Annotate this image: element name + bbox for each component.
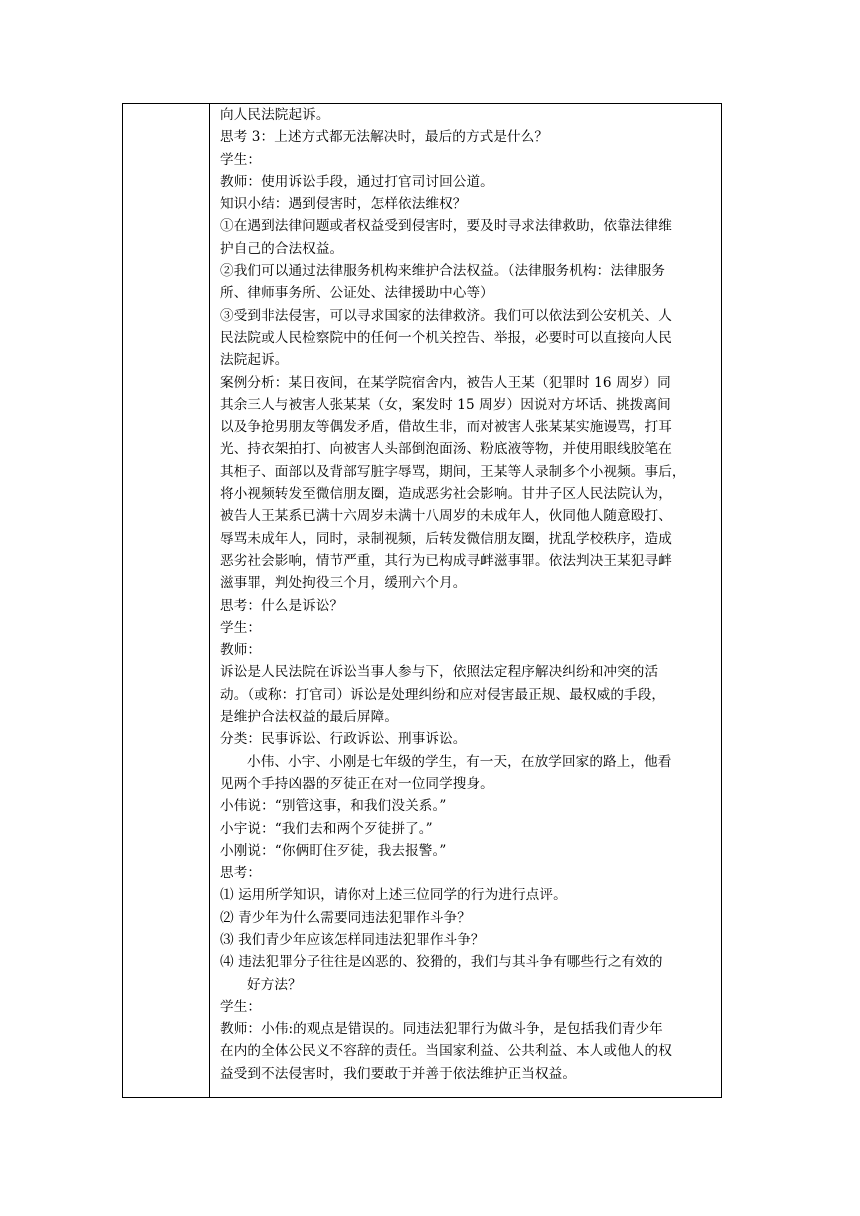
text-line: 小宇说：“我们去和两个歹徒拼了。” [220,820,433,837]
text-line: 向人民法院起诉。 [220,107,330,123]
text-line: 案例分析：某日夜间，在某学院宿舍内，被告人王某（犯罪时 16 周岁）同 [220,374,671,391]
lesson-table [122,103,722,1098]
text-line: 是维护合法权益的最后屏障。 [220,709,399,726]
text-line: 教师：使用诉讼手段，通过打官司讨回公道。 [220,173,494,190]
text-line: ⑵ 青少年为什么需要同违法犯罪作斗争？ [220,909,471,926]
text-line: 护自己的合法权益。 [220,240,344,257]
text-line: ⑶ 我们青少年应该怎样同违法犯罪作斗争？ [220,931,485,948]
text-line: 思考： [220,865,262,882]
text-line: 学生： [220,151,262,168]
text-line: ①在遇到法律问题或者权益受到侵害时，要及时寻求法律救助，依靠法律维 [220,218,672,235]
text-line: 教师： [220,642,262,659]
text-line: 其柜子、面部以及背部写脏字辱骂，期间，王某等人录制多个小视频。事后， [220,463,686,480]
text-line: 学生： [220,998,262,1015]
text-line: 分类：民事诉讼、行政诉讼、刑事诉讼。 [220,731,467,748]
text-line: 将小视频转发至微信朋友圈，造成恶劣社会影响。甘井子区人民法院认为， [220,486,672,503]
text-line: 辱骂未成年人，同时，录制视频，后转发微信朋友圈，扰乱学校秩序，造成 [220,530,672,547]
text-line: ③受到非法侵害，可以寻求国家的法律救济。我们可以依法到公安机关、人 [220,307,672,324]
text-line: 小刚说：“你俩盯住歹徒，我去报警。” [220,842,447,859]
table-left-column [123,104,210,1097]
text-line: 知识小结：遇到侵害时，怎样依法维权？ [220,196,467,213]
text-line: ②我们可以通过法律服务机构来维护合法权益。（法律服务机构：法律服务 [220,263,666,280]
text-line: 学生： [220,619,262,636]
text-line: 小伟说：“别管这事，和我们没关系。” [220,798,447,815]
text-line: 恶劣社会影响，情节严重，其行为已构成寻衅滋事罪。依法判决王某犯寻衅 [220,552,672,569]
text-line: 被告人王某系已满十六周岁未满十八周岁的未成年人，伙同他人随意殴打、 [220,508,672,525]
table-content-cell [220,104,716,1085]
text-line: 法院起诉。 [220,352,289,369]
text-line: 所、律师事务所、公证处、法律援助中心等） [220,285,494,302]
text-line: 益受到不法侵害时，我们要敢于并善于依法维护正当权益。 [220,1065,577,1082]
text-line: 动。（或称：打官司）诉讼是处理纠纷和应对侵害最正规、最权威的手段， [220,686,666,703]
text-line: 好方法？ [247,976,302,993]
text-line: 滋事罪，判处拘役三个月，缓刑六个月。 [220,575,467,592]
text-line: 以及争抢男朋友等偶发矛盾，借故生非，而对被害人张某某实施谩骂，打耳 [220,419,672,436]
text-line: 民法院或人民检察院中的任何一个机关控告、举报，必要时可以直接向人民 [220,329,672,346]
text-line: ⑷ 违法犯罪分子往往是凶恶的、狡猾的，我们与其斗争有哪些行之有效的 [220,954,663,971]
text-line: ⑴ 运用所学知识，请你对上述三位同学的行为进行点评。 [220,887,567,904]
text-line: 其余三人与被害人张某某（女，案发时 15 周岁）因说对方坏话、挑拨离间 [220,396,671,413]
text-line: 在内的全体公民义不容辞的责任。当国家利益、公共利益、本人或他人的权 [220,1043,672,1060]
text-line: 光、持衣架拍打、向被害人头部倒泡面汤、粉底液等物，并使用眼线胶笔在 [220,441,672,458]
text-line: 见两个手持凶器的歹徒正在对一位同学搜身。 [220,775,494,792]
text-line: 思考 3：上述方式都无法解决时，最后的方式是什么？ [220,129,549,146]
text-line: 小伟、小宇、小刚是七年级的学生，有一天，在放学回家的路上，他看 [247,753,672,770]
text-line: 思考：什么是诉讼？ [220,597,344,614]
text-line: 诉讼是人民法院在诉讼当事人参与下，依照法定程序解决纠纷和冲突的活 [220,664,659,681]
text-line: 教师：小伟:的观点是错误的。同违法犯罪行为做斗争，是包括我们青少年 [220,1021,663,1038]
